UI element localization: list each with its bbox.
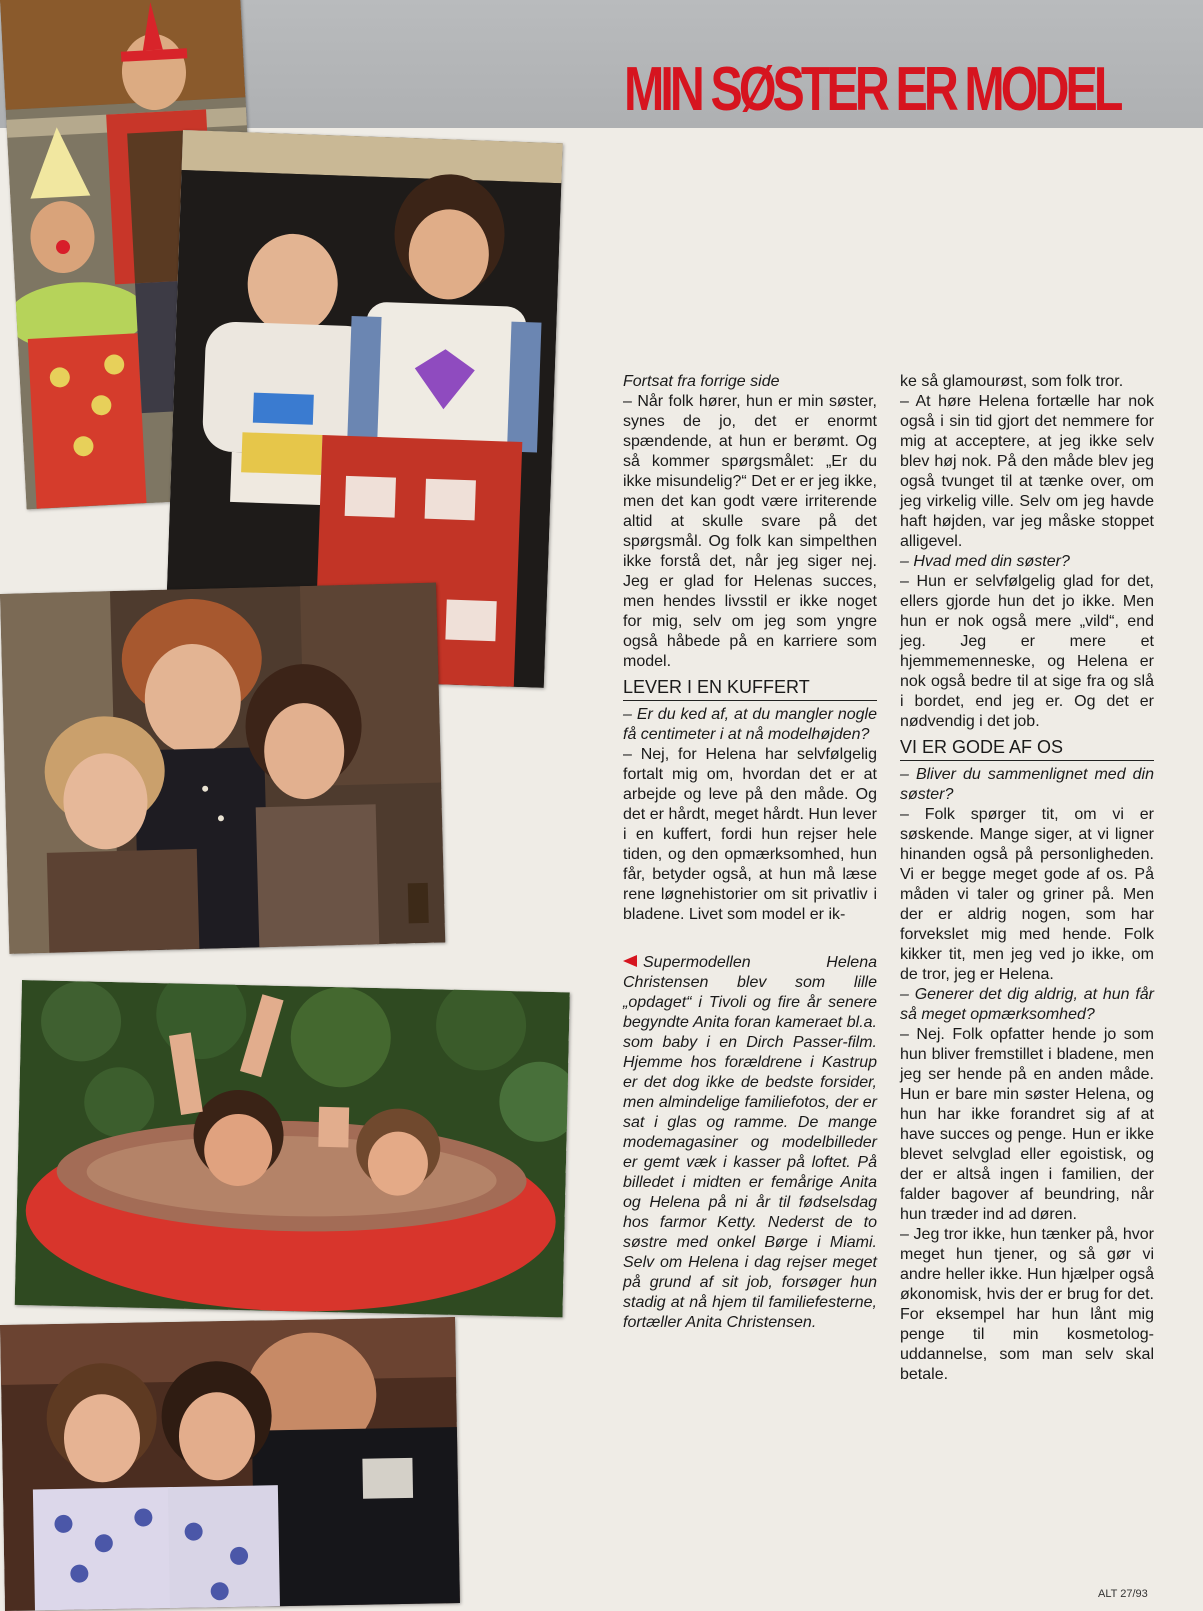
article-column-1 — [623, 372, 877, 1333]
subheading: VI ER GODE AF OS — [900, 736, 1154, 761]
paragraph: – Folk spørger tit, om vi er søskende. Mange siger, at vi ligner hinanden også på personligheden. Vi er begge meget gode af os. På måden vi taler og griner på. Men der er aldrig nogen, som har forvekslet mig med hende. Folk kikker tit, men jeg ved jo ikke, om de tror, jeg er Helena. — [900, 806, 1154, 983]
article-column-2 — [900, 372, 1154, 1385]
continued-note: Fortsat fra forrige side — [623, 373, 780, 390]
paragraph: – Hun er selvfølgelig glad for det, ellers gjorde hun det jo ikke. Men hun er nok også mere „vild“, end jeg. Jeg er mere et hjemmemenneske, og Helena er nok også bedre til at sige fra og slå i bordet, end jeg er. Og det er nødvendig i det job. — [900, 573, 1154, 730]
photo-grandmother-birthday — [0, 583, 445, 954]
photo-uncle-miami — [0, 1317, 460, 1611]
subheading: LEVER I EN KUFFERT — [623, 676, 877, 701]
paragraph: – Nej. Folk opfatter hende jo som hun bliver fremstillet i bladene, men jeg ser hende på en anden måde. Hun er bare min søster Helena, og hun har ikke forandret sig af at have succes og penge. Hun er ikke blevet selvglad eller egoistisk, og der er altså ingen i familien, der falder bagover af beundring, når hun træder ind ad døren. — [900, 1026, 1154, 1223]
caption-text: Supermodellen Helena Christensen blev som lille „opdaget“ i Tivoli og fire år senere begyndte Anita foran kameraet bl.a. som baby i en Dirch Passer-film. Hjemme hos forældrene i Kastrup er det dog ikke de bedste forsider, men almindelige familiefotos, der er sat i glas og ramme. De mange modemagasiner og modelbilleder er gemt væk i kasser på loftet. På billedet i midten er femårige Anita og Helena på ni år til fødselsdag hos farmor Ketty. Nederst de to søstre med onkel Børge i Miami. Selv om Helena i dag rejser meget på grund af sit job, forsøger hun stadig at nå hjem til familiefesterne, fortæller Anita Christensen. — [623, 954, 877, 1331]
photo-caption — [623, 953, 877, 1333]
paragraph: – Jeg tror ikke, hun tænker på, hvor meget hun tjener, og så gør vi andre heller ikke. Hun hjælper også økonomisk, hvis der er brug for det. For eksempel har hun lånt mig penge til min kosmetolog-uddannelse, som man selv skal betale. — [900, 1226, 1154, 1383]
photo-paddling-pool — [15, 980, 570, 1317]
paragraph: – Nej, for Helena har selvfølgelig fortalt mig om, hvordan det er at arbejde og leve på den måde. Og det er hårdt, meget hårdt. Hun lever i en kuffert, fordi hun rejser hele tiden, og den opmærksomhed, hun får, betyder også, at hun må læse rene løgnehistorier om sit privatliv i bladene. Livet som model er ik- — [623, 746, 877, 923]
caption-arrow-icon — [623, 955, 637, 967]
question: – Hvad med din søster? — [900, 553, 1070, 570]
question: – Generer det dig aldrig, at hun får så meget opmærksomhed? — [900, 986, 1154, 1023]
paragraph: – At høre Helena fortælle har nok også i sin tid gjort det nemmere for mig at acceptere, at jeg ikke selv blev høj nok. På den måde blev jeg også tvunget til at tænke over, om jeg virkelig ville. Selv om jeg havde haft højden, var jeg måske stoppet alligevel. — [900, 393, 1154, 550]
issue-footer: ALT 27/93 — [1098, 1588, 1148, 1600]
page-title: MIN SØSTER ER MODEL — [624, 55, 1120, 124]
question: – Bliver du sammenlignet med din søster? — [900, 766, 1154, 803]
question: – Er du ked af, at du mangler nogle få centimeter i at nå modelhøjden? — [623, 706, 877, 743]
paragraph: – Når folk hører, hun er min søster, synes de jo, det er enormt spændende, at hun er berømt. Og så kommer spørgsmålet: „Er du ikke misundelig?“ Det er er jeg ikke, men det kan godt være irriterende altid at skulle svare på det spørgsmål. Og folk kan simpelthen ikke forstå det, når jeg siger nej. Jeg er glad for Helenas succes, men hendes livsstil er ikke noget for mig, selv om jeg som yngre også håbede på en karriere som model. — [623, 393, 877, 670]
paragraph: ke så glamourøst, som folk tror. — [900, 373, 1124, 390]
